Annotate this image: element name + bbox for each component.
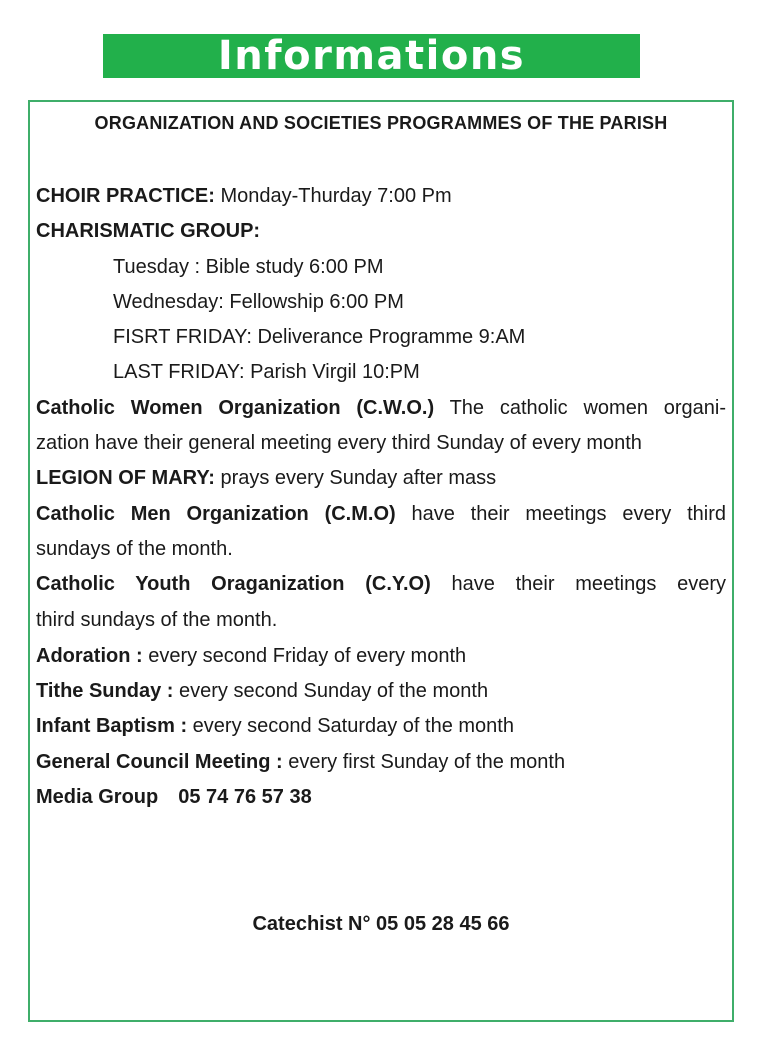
cmo-line	[36, 497, 726, 532]
adoration-label: Adoration :	[36, 645, 143, 667]
charismatic-item: FISRT FRIDAY: Deliverance Programme 9:AM	[113, 326, 526, 348]
cyo-line	[36, 567, 726, 602]
charismatic-item: Wednesday: Fellowship 6:00 PM	[113, 291, 404, 313]
legion-line	[36, 461, 496, 496]
choir-text: Monday-Thurday 7:00 Pm	[214, 185, 452, 207]
media-phone: 05 74 76 57 38	[178, 786, 312, 808]
cwo-line	[36, 391, 726, 426]
council-line	[36, 745, 565, 780]
council-label: General Council Meeting :	[36, 751, 283, 773]
cwo-line-2: zation have their general meeting every third Sunday of every month	[36, 432, 642, 454]
tithe-line	[36, 674, 488, 709]
adoration-line	[36, 639, 466, 674]
media-line	[36, 780, 312, 815]
cyo-line-2: third sundays of the month.	[36, 609, 278, 631]
charismatic-line	[36, 214, 260, 249]
baptism-label: Infant Baptism :	[36, 715, 188, 737]
cyo-label: Catholic Youth Oraganization (C.Y.O)	[36, 573, 431, 595]
baptism-line	[36, 709, 514, 744]
adoration-text: every second Friday of every month	[142, 645, 467, 667]
cmo-label: Catholic Men Organization (C.M.O)	[36, 503, 396, 525]
cwo-label: Catholic Women Organization (C.W.O.)	[36, 397, 435, 419]
charismatic-item: LAST FRIDAY: Parish Virgil 10:PM	[113, 361, 420, 383]
baptism-text: every second Saturday of the month	[187, 715, 514, 737]
legion-label: LEGION OF MARY:	[36, 467, 215, 489]
tithe-label: Tithe Sunday :	[36, 680, 174, 702]
charismatic-label: CHARISMATIC GROUP:	[36, 220, 261, 242]
legion-text: prays every Sunday after mass	[214, 467, 497, 489]
info-frame	[28, 100, 734, 1022]
cmo-text: have their meetings every third	[395, 503, 726, 525]
catechist-contact: Catechist N° 05 05 28 45 66	[252, 913, 510, 935]
charismatic-item: Tuesday : Bible study 6:00 PM	[113, 256, 384, 278]
cwo-text: The catholic women organi-	[434, 397, 726, 419]
tithe-text: every second Sunday of the month	[173, 680, 489, 702]
choir-practice-line	[36, 179, 452, 214]
cyo-text: have their meetings every	[430, 573, 727, 595]
media-label: Media Group	[36, 786, 159, 808]
council-text: every first Sunday of the month	[282, 751, 566, 773]
choir-label: CHOIR PRACTICE:	[36, 185, 215, 207]
title-banner	[103, 34, 640, 78]
section-heading: ORGANIZATION AND SOCIETIES PROGRAMMES OF THE PARISH	[94, 113, 668, 133]
cmo-line-2: sundays of the month.	[36, 538, 233, 560]
banner-title: Informations	[217, 33, 526, 79]
